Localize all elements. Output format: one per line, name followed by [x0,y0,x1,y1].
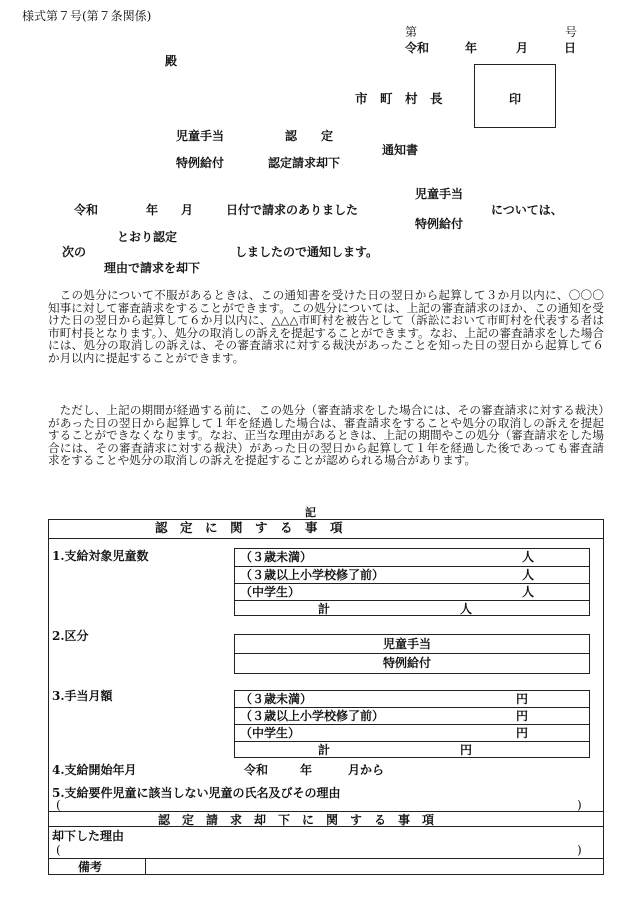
item1-total-unit: 人 [460,602,473,616]
ki-mark: 記 [305,506,316,519]
item1-total-label: 計 [318,602,331,616]
item2-opt-special-benefit: 特例給付 [383,656,432,670]
section-approval-header: 認 定 に 関 す る 事 項 [155,520,343,535]
rejection-paren-open: ( [56,843,61,857]
rejection-paren-close: ) [577,843,582,857]
item1-unit-under3: 人 [522,550,535,564]
item5-label: 5.支給要件児童に該当しない児童の氏名及びその理由 [52,786,341,800]
item3-unit-under3: 円 [516,692,529,706]
item1-row-under3: （３歳未満） [240,550,313,564]
reason-approve: とおり認定 [117,230,178,244]
date-era: 令和 [405,41,430,55]
title-child-allowance: 児童手当 [176,129,225,143]
item4-label: 4.支給開始年月 [52,763,137,777]
item2-label: 2.区分 [52,629,89,643]
sentence-era: 令和 [74,203,99,217]
item3-label: 3.手当月額 [52,689,113,703]
item3-unit-junior-high: 円 [516,726,529,740]
item3-row-under3: （３歳未満） [240,692,313,706]
opt-child-allowance: 児童手当 [415,187,464,201]
sentence-closing: しましたので通知します。 [235,245,379,259]
doc-number-go: 号 [565,25,578,39]
item1-unit-primary: 人 [522,568,535,582]
appeal-paragraph-1: この処分について不服があるときは、この通知書を受けた日の翌日から起算して３か月以内に、〇〇〇知事に対して審査請求をすることができます。この処分については、上記の審査請求のほか、この通知を受けた日の翌日から起算して６か月以内に、△△△市町村を被告として（訴訟において市町村を代表する者は市町村長となります。）、処分の取消しの訴えを提起することができます。なお、上記の審査請求をした場合には、処分の取消しの訴えは、その審査請求に対する裁決があったことを知った日の翌日から起算して６か月以内に提起することができます。 [48,288,604,365]
item1-row-junior-high: （中学生） [240,585,301,599]
form-number: 様式第７号(第７条関係) [22,9,152,23]
item4-from-month: 月から [348,763,385,777]
item3-unit-primary: 円 [516,709,529,723]
title-approval: 認 定 [285,129,334,143]
item3-total-label: 計 [318,743,331,757]
item1-label: 1.支給対象児童数 [52,549,149,563]
sentence-tail: については、 [491,203,563,217]
reason-reject: 理由で請求を却下 [104,261,201,275]
item3-row-junior-high: （中学生） [240,726,301,740]
sentence-middle: 日付で請求のありました [226,203,359,217]
sentence-year: 年 [146,203,159,217]
item1-unit-junior-high: 人 [522,585,535,599]
item5-paren-close: ) [577,798,582,812]
rejection-reason-label: 却下した理由 [52,829,125,843]
seal-mark: 印 [509,92,522,106]
title-notice: 通知書 [382,143,419,157]
appeal-paragraph-2: ただし、上記の期間が経過する前に、この処分（審査請求をした場合には、その審査請求に対する裁決）があった日の翌日から起算して１年を経過した場合は、審査請求をすることや処分の取消しの訴えを提起することができなくなります。なお、正当な理由があるときは、上記の期間やこの処分（審査請求をした場合には、その審査請求に対する裁決）があった日の翌日から起算して１年を経過した後であっても審査請求をすることや処分の取消しの訴えを提起することが認められる場合があります。 [48,403,604,468]
item1-row-primary: （３歳以上小学校修了前） [240,568,385,582]
date-year: 年 [465,41,478,55]
item3-row-primary: （３歳以上小学校修了前） [240,709,385,723]
title-rejection: 認定請求却下 [268,156,341,170]
title-special-benefit: 特例給付 [176,156,225,170]
item2-opt-child-allowance: 児童手当 [383,637,432,651]
doc-number-dai: 第 [405,25,418,39]
sentence-month: 月 [181,203,194,217]
item4-era: 令和 [244,763,269,777]
item3-total-unit: 円 [460,743,473,757]
issuer-name: 市 町 村 長 [355,91,443,106]
date-month: 月 [516,41,529,55]
opt-special-benefit: 特例給付 [415,217,464,231]
remarks-label: 備考 [78,860,103,874]
sentence-next: 次の [62,245,87,259]
addressee-suffix: 殿 [165,54,178,68]
item5-paren-open: ( [56,798,61,812]
item4-year: 年 [300,763,313,777]
section-rejection-header: 認 定 請 求 却 下 に 関 す る 事 項 [158,813,435,827]
date-day: 日 [564,41,577,55]
